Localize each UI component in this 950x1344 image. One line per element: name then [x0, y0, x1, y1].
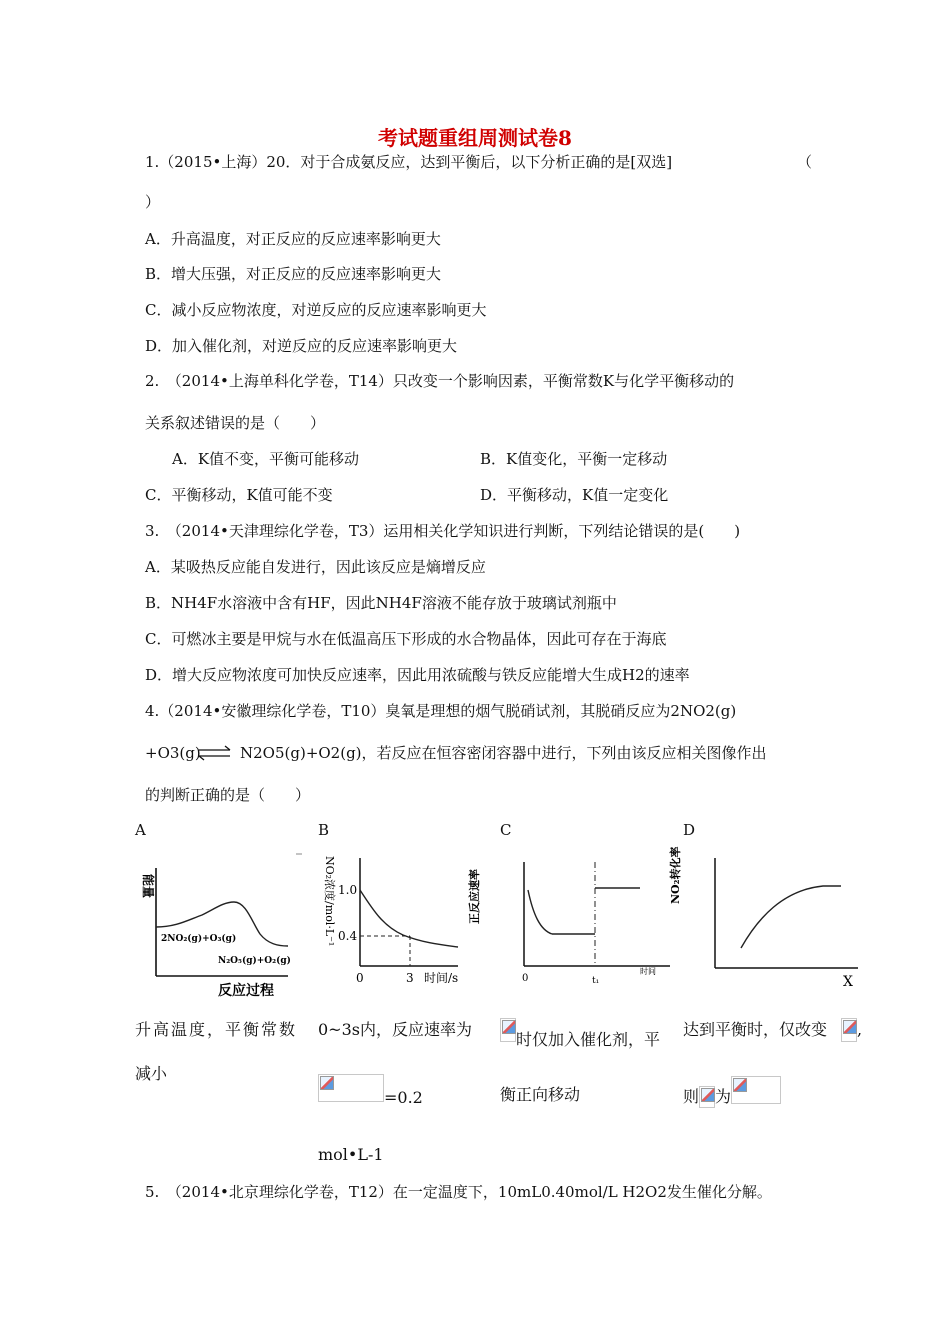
- broken-image-icon: [731, 1076, 781, 1104]
- equilibrium-arrow-icon: [198, 744, 232, 762]
- graph-a-upper-label: 2NO₂(g)+O₃(g): [161, 934, 237, 944]
- graph-c-tick-t1: t₁: [592, 976, 600, 986]
- q1-option-d: D．加入催化剂，对逆反应的反应速率影响更大: [145, 337, 458, 355]
- q4-stem-line1: 4.（2014•安徽理综化学卷，T10）臭氧是理想的烟气脱硝试剂，其脱硝反应为2NO2(g): [145, 702, 737, 720]
- caption-d-broken-image-1: [841, 1018, 857, 1042]
- q2-option-a: A．K值不变，平衡可能移动: [172, 450, 360, 468]
- q2-stem-line1: 2. （2014•上海单科化学卷，T14）只改变一个影响因素，平衡常数K与化学平衡移动的: [145, 372, 735, 390]
- graph-b-concentration: [318, 848, 468, 988]
- caption-d-then: 则: [683, 1087, 700, 1106]
- graph-c-rate: [468, 848, 675, 988]
- q1-option-c: C．减小反应物浓度，对逆反应的反应速率影响更大: [145, 301, 487, 319]
- graph-c-xlabel: 时间: [640, 967, 656, 976]
- graph-c-tick-0: 0: [522, 973, 529, 984]
- q1-paren-close: ）: [145, 193, 161, 211]
- caption-d-line1: 达到平衡时，仅改变: [683, 1020, 828, 1039]
- q3-stem: 3. （2014•天津理综化学卷，T3）运用相关化学知识进行判断，下列结论错误的是( ): [145, 522, 741, 540]
- graph-b-tick-0: 0: [356, 971, 364, 985]
- graph-a-ylabel: 能量: [141, 874, 155, 899]
- broken-image-icon: [699, 1086, 715, 1108]
- graph-b-tick-1: 1.0: [338, 883, 358, 897]
- caption-d-broken-image-2: [699, 1086, 715, 1108]
- caption-d-is: 为: [715, 1087, 732, 1106]
- graph-d-xlabel: X: [843, 974, 853, 990]
- caption-b-line3: mol•L-1: [318, 1145, 384, 1164]
- q4-stem-line3: 的判断正确的是（ ）: [145, 786, 311, 804]
- caption-c-line1: 时仅加入催化剂，平: [516, 1030, 661, 1049]
- graph-b-ylabel: NO₂浓度/mol·L⁻¹: [323, 856, 336, 947]
- caption-b-line1: 0~3s内，反应速率为: [318, 1020, 472, 1039]
- q3-option-c: C．可燃冰主要是甲烷与水在低温高压下形成的水合物晶体，因此可存在于海底: [145, 630, 667, 648]
- graph-b-xlabel: 时间/s: [424, 971, 459, 985]
- graph-a-lower-label: N₂O₅(g)+O₂(g): [218, 956, 291, 966]
- graph-b-tick-3: 3: [406, 971, 414, 985]
- graph-label-a: A: [135, 821, 146, 839]
- q3-option-b: B．NH4F水溶液中含有HF，因此NH4F溶液不能存放于玻璃试剂瓶中: [145, 594, 617, 612]
- q3-option-a: A．某吸热反应能自发进行，因此该反应是熵增反应: [145, 558, 486, 576]
- q4-stem-line2b: N2O5(g)+O2(g)，若反应在恒容密闭容器中进行，下列由该反应相关图像作出: [240, 744, 767, 762]
- q1-stem: 1.（2015•上海）20．对于合成氨反应，达到平衡后，以下分析正确的是[双选]: [145, 153, 673, 171]
- q2-option-d: D．平衡移动，K值一定变化: [480, 486, 669, 504]
- q3-option-d: D．增大反应物浓度可加快反应速率，因此用浓硫酸与铁反应能增大生成H2的速率: [145, 666, 690, 684]
- graph-a-energy-diagram: [128, 848, 303, 1003]
- q5-stem: 5. （2014•北京理综化学卷，T12）在一定温度下，10mL0.40mol/L H2O2发生催化分解。: [145, 1183, 772, 1201]
- graph-c-decay-curve: [528, 890, 552, 934]
- graph-b-curve: [360, 890, 458, 947]
- broken-image-icon: [318, 1074, 384, 1102]
- graph-label-d: D: [683, 821, 696, 839]
- graph-label-c: C: [500, 821, 512, 839]
- graph-d-ylabel: NO₂转化率: [669, 846, 682, 904]
- caption-c-line2: 衡正向移动: [500, 1085, 581, 1104]
- q4-stem-line2a: +O3(g): [145, 744, 201, 762]
- graph-d-conversion: [669, 846, 863, 990]
- caption-d-comma: ,: [857, 1020, 863, 1039]
- q2-stem-line2: 关系叙述错误的是（ ）: [145, 414, 326, 432]
- caption-a-line2: 减小: [135, 1064, 168, 1083]
- caption-d-broken-image-3: [731, 1076, 781, 1104]
- q1-option-a: A．升高温度，对正反应的反应速率影响更大: [145, 230, 441, 248]
- graph-a-xlabel: 反应过程: [218, 983, 274, 999]
- caption-b-line2: =0.2: [384, 1088, 423, 1107]
- q1-option-b: B．增大压强，对正反应的反应速率影响更大: [145, 265, 442, 283]
- graph-label-b: B: [318, 821, 330, 839]
- caption-a-line1: 升高温度，平衡常数: [135, 1020, 298, 1039]
- q2-option-b: B．K值变化，平衡一定移动: [480, 450, 668, 468]
- graph-b-tick-04: 0.4: [338, 929, 358, 943]
- graph-c-ylabel: 正反应速率: [468, 869, 481, 924]
- page-title: 考试题重组周测试卷8: [378, 126, 572, 150]
- q1-paren-open: （: [797, 153, 813, 171]
- broken-image-icon: [500, 1018, 516, 1042]
- graph-d-curve: [741, 886, 841, 948]
- broken-image-icon: [841, 1018, 857, 1042]
- caption-c-broken-image: [500, 1018, 516, 1042]
- caption-b-broken-image: [318, 1074, 384, 1102]
- q2-option-c: C．平衡移动，K值可能不变: [145, 486, 333, 504]
